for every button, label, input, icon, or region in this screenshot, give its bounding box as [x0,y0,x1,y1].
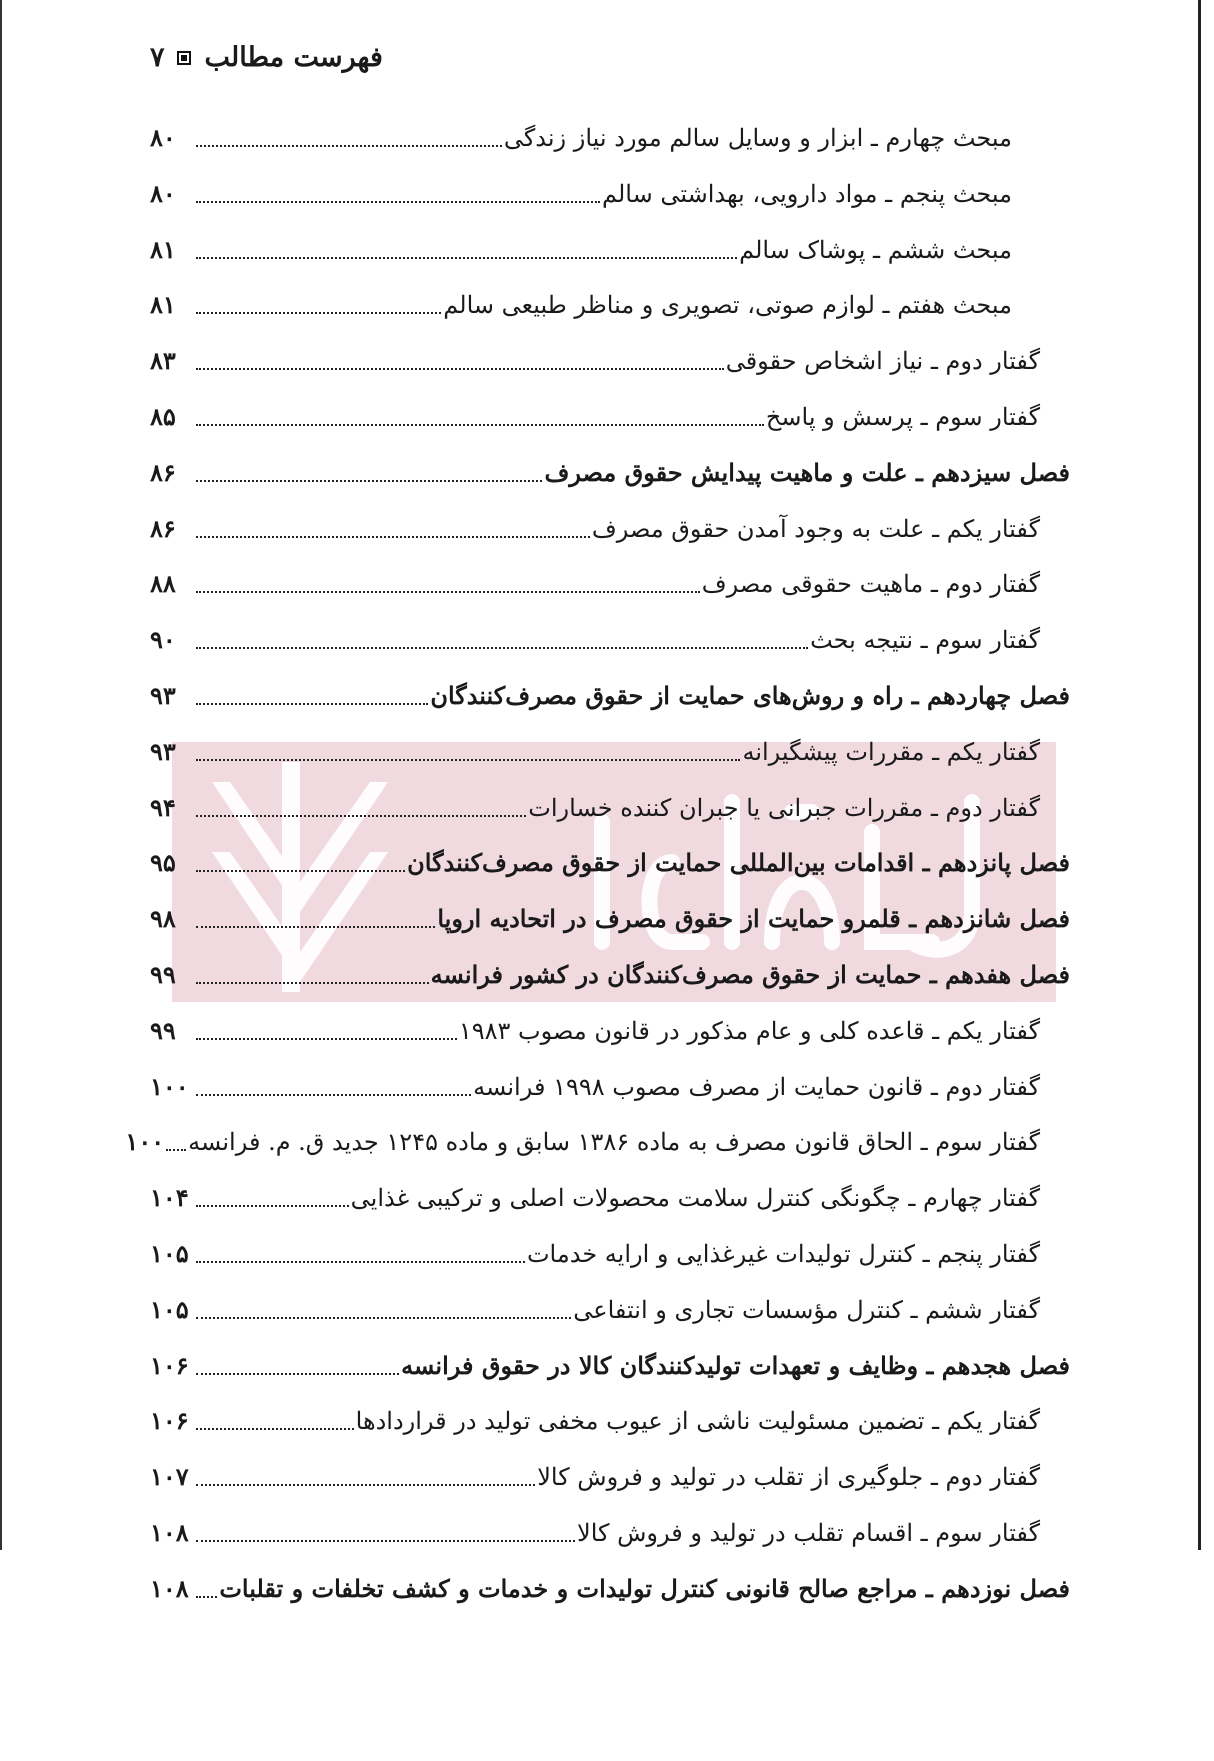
toc-entry-title: مبحث ششم ـ پوشاک سالم [739,235,1012,264]
toc-entry-title: مبحث پنجم ـ مواد دارویی، بهداشتی سالم [602,179,1012,208]
toc-entry-page: ۱۰۰ [125,1127,165,1157]
dot-leader [196,1038,457,1040]
toc-entry [150,1011,1040,1051]
toc-entry [150,1346,1070,1386]
toc-entry-title: گفتار سوم ـ نتیجه بحث [810,626,1040,655]
dot-leader [196,591,700,593]
toc-entry-page: ۸۱ [150,290,176,320]
toc-entry-title: گفتار چهارم ـ چگونگی کنترل سلامت محصولات اصلی و ترکیبی غذایی [350,1184,1040,1213]
toc-entry-page: ۸۶ [150,457,176,487]
toc-entry-page: ۱۰۸ [150,1518,189,1547]
toc-entry-page: ۹۰ [150,625,176,655]
toc-entry-title: گفتار ششم ـ کنترل مؤسسات تجاری و انتفاعی [573,1295,1040,1324]
toc-entry-page: ۹۳ [150,681,176,710]
toc-entry-title: فصل هفدهم ـ حمایت از حقوق مصرف‌کنندگان در کشور فرانسه [430,960,1070,989]
dot-leader [196,312,441,314]
toc-entry-page: ۹۳ [150,736,176,766]
toc-entry [150,1067,1040,1107]
dot-leader [196,703,428,705]
toc-entry-title: گفتار سوم ـ الحاق قانون مصرف به ماده ۱۳۸۶ سابق و ماده ۱۲۴۵ جدید ق. م. فرانسه [188,1128,1040,1157]
toc-entry-title: گفتار سوم ـ پرسش و پاسخ [765,403,1040,431]
toc-entry [125,1122,1040,1162]
toc-entry [150,118,1012,158]
dot-leader [166,1149,186,1151]
page-edge-left [0,0,2,1550]
toc-entry [150,509,1040,549]
toc-entry-page: ۱۰۶ [150,1406,189,1436]
toc-entry-page: ۸۱ [150,234,176,264]
toc-entry-title: گفتار یکم ـ تضمین مسئولیت ناشی از عیوب مخفی تولید در قراردادها [355,1407,1040,1436]
dot-leader [196,1317,571,1319]
dot-leader [196,1205,349,1207]
toc-entry-page: ۱۰۷ [150,1462,189,1492]
toc-entry-title: گفتار دوم ـ جلوگیری از تقلب در تولید و فروش کالا [537,1463,1040,1492]
toc-entry-title: فصل نوزدهم ـ مراجع صالح قانونی کنترل تولیدات و خدمات و کشف تخلفات و تقلبات [219,1573,1070,1603]
toc-entry-page: ۱۰۴ [150,1183,189,1213]
toc-entry-page: ۱۰۵ [150,1239,189,1268]
toc-entry [150,676,1070,716]
toc-entry [150,788,1040,828]
dot-leader [196,1373,399,1375]
toc-entry [150,174,1012,214]
toc-entry [150,620,1040,660]
toc-entry [150,732,1040,772]
toc-entry-page: ۸۳ [150,346,176,376]
toc-entry-page: ۱۰۵ [150,1294,189,1324]
dot-leader [196,257,737,259]
dot-leader [196,815,526,817]
toc-entry [150,899,1070,939]
toc-entry [150,1513,1040,1553]
dot-leader [196,870,405,872]
dot-leader [196,1261,525,1263]
toc-entry [150,564,1040,604]
toc-entry-title: فصل چهاردهم ـ راه و روش‌های حمایت از حقوق مصرف‌کنندگان [430,681,1070,710]
dot-leader [196,759,740,761]
toc-entry-title: گفتار دوم ـ قانون حمایت از مصرف مصوب ۱۹۹۸ فرانسه [473,1072,1040,1101]
toc-entry [150,230,1012,270]
toc-entry-page: ۸۶ [150,513,176,543]
page-edge-right [1198,0,1201,1550]
toc-entry [150,453,1070,493]
dot-leader [196,926,435,928]
dot-leader [196,1428,354,1430]
toc-entry-title: گفتار یکم ـ قاعده کلی و عام مذکور در قانون مصوب ۱۹۸۳ [458,1016,1040,1045]
toc-entry-page: ۸۵ [150,402,176,431]
toc-entry [150,1178,1040,1218]
toc-entry [150,285,1012,325]
toc-entry-title: فصل پانزدهم ـ اقدامات بین‌المللی حمایت از حقوق مصرف‌کنندگان [407,848,1070,878]
dot-leader [196,1484,535,1486]
toc-entry-title: فصل سیزدهم ـ علت و ماهیت پیدایش حقوق مصرف [544,457,1070,487]
dot-leader [196,1596,217,1598]
toc-entry-page: ۹۴ [150,792,176,822]
toc-entry [150,1569,1070,1609]
toc-entry-title: مبحث هفتم ـ لوازم صوتی، تصویری و مناظر طبیعی سالم [443,291,1012,320]
toc-entry [150,341,1040,381]
toc-entry-title: فصل شانزدهم ـ قلمرو حمایت از حقوق مصرف در اتحادیه اروپا [437,904,1070,934]
toc-entry-title: گفتار پنجم ـ کنترل تولیدات غیرغذایی و ارایه خدمات [526,1240,1040,1268]
toc-entry-page: ۱۰۶ [150,1350,189,1380]
toc-entry-page: ۸۰ [150,123,176,152]
toc-entry [150,843,1070,883]
toc-entry-page: ۸۰ [150,178,176,208]
toc-entry-title: گفتار دوم ـ نیاز اشخاص حقوقی [725,347,1040,376]
page-header [150,42,1050,73]
dot-leader [196,536,590,538]
toc-entry [150,1234,1040,1274]
toc-entry-page: ۹۵ [150,848,176,878]
dot-leader [196,480,542,482]
dot-leader [196,424,764,426]
toc-entry-page: ۹۹ [150,960,176,989]
toc-entry [150,1401,1040,1441]
page-title: فهرست مطالب [204,42,383,73]
toc-entry-page: ۹۹ [150,1015,176,1045]
toc-entry-title: گفتار دوم ـ مقررات جبرانی یا جبران کننده خسارات [528,793,1040,822]
dot-leader [196,145,502,147]
dot-leader [196,1540,575,1542]
toc-entry-page: ۱۰۸ [150,1573,189,1603]
toc-entry-page: ۹۸ [150,904,176,934]
page-number: ۷ [150,42,165,73]
toc-entry-title: گفتار سوم ـ اقسام تقلب در تولید و فروش کالا [577,1519,1040,1547]
toc-entry [150,397,1040,437]
toc-entry [150,955,1070,995]
toc-entry [150,1457,1040,1497]
toc-entry [150,1290,1040,1330]
toc-entry-page: ۸۸ [150,569,176,599]
toc-entry-title: گفتار دوم ـ ماهیت حقوقی مصرف [701,570,1040,599]
toc-entry-title: فصل هجدهم ـ وظایف و تعهدات تولیدکنندگان کالا در حقوق فرانسه [401,1350,1070,1380]
toc-entry-title: گفتار یکم ـ علت به وجود آمدن حقوق مصرف [591,514,1040,543]
dot-leader [196,982,429,984]
dot-leader [196,201,600,203]
toc-entry-title: مبحث چهارم ـ ابزار و وسایل سالم مورد نیاز زندگی [503,124,1012,152]
dot-leader [196,647,808,649]
dot-leader [196,1094,471,1096]
dot-leader [196,368,724,370]
toc-entry-title: گفتار یکم ـ مقررات پیشگیرانه [742,737,1040,766]
toc-entry-page: ۱۰۰ [150,1071,189,1101]
square-bullet-icon [177,51,191,65]
